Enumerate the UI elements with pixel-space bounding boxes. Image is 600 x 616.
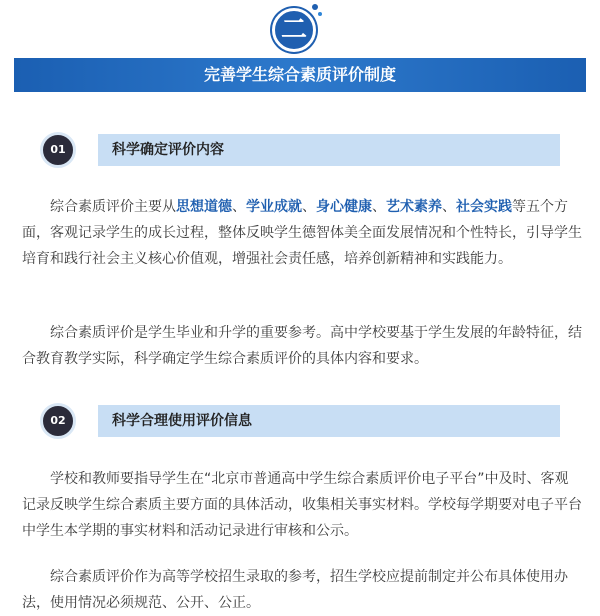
paragraph: 综合素质评价作为高等学校招生录取的参考，招生学校应提前制定并公布具体使用办法，使用情况必须规范、公开、公正。: [22, 569, 568, 611]
highlight-term: 思想道德: [176, 199, 232, 215]
paragraph: 综合素质评价是学生毕业和升学的重要参考。高中学校要基于学生发展的年龄特征，结合教育教学实际，科学确定学生综合素质评价的具体内容和要求。: [22, 325, 582, 367]
paragraph: 学校和教师要指导学生在“北京市普通高中学生综合素质评价电子平台”中及时、客观记录反映学生综合素质主要方面的具体活动，收集相关事实材料。学校每学期要对电子平台中学生本学期的事实材料和活动记录进行审核和公示。: [22, 471, 582, 539]
section-heading: 科学合理使用评价信息: [98, 405, 560, 437]
badge-dot: [312, 4, 318, 10]
section-header-01: [40, 132, 560, 168]
section-header-02: [40, 403, 560, 439]
highlight-term: 社会实践: [456, 199, 512, 215]
highlight-term: 学业成就: [246, 199, 302, 215]
page-title: 完善学生综合素质评价制度: [14, 58, 586, 92]
section-heading: 科学确定评价内容: [98, 134, 560, 166]
highlight-term: 艺术素养: [386, 199, 442, 215]
section-number: 02: [40, 403, 76, 439]
badge-numeral: 二: [272, 8, 316, 52]
highlight-term: 身心健康: [316, 199, 372, 215]
badge-dot: [318, 12, 322, 16]
paragraph: 综合素质评价主要从思想道德、学业成就、身心健康、艺术素养、社会实践等五个方面，客观记录学生的成长过程，整体反映学生德智体美全面发展情况和个性特长，引导学生培育和践行社会主义核心价值观，增强社会责任感，培养创新精神和实践能力。: [22, 199, 582, 267]
section-number: 01: [40, 132, 76, 168]
section-badge: [268, 2, 324, 52]
